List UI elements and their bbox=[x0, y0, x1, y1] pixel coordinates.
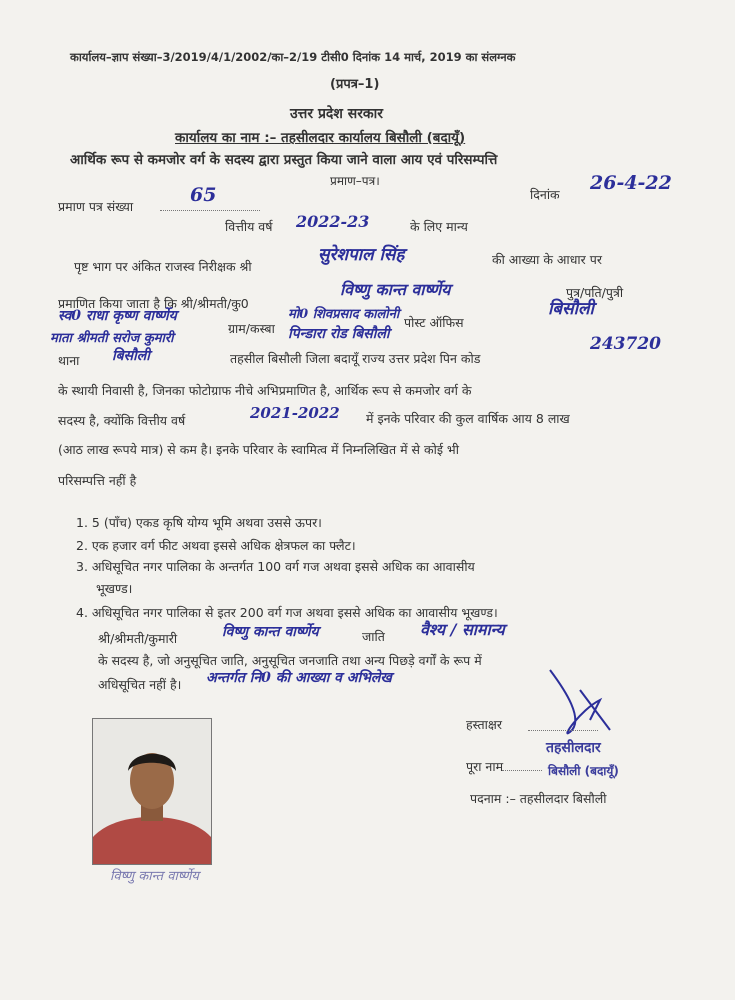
applicant-name: विष्णु कान्त वार्ष्णेय bbox=[340, 280, 451, 299]
para8: के सदस्य है, जो अनुसूचित जाति, अनुसूचित जनजाति तथा अन्य पिछड़े वर्गों के रूप में bbox=[98, 653, 482, 668]
asset-item-3: 3. अधिसूचित नगर पालिका के अन्तर्गत 100 वर्ग गज अथवा इससे अधिक का आवासीय bbox=[76, 559, 475, 574]
stamp-location: बिसौली (बदायूँ) bbox=[548, 764, 619, 778]
cert-number: 65 bbox=[190, 184, 217, 206]
office-name: कार्यालय का नाम :– तहसीलदार कार्यालय बिसौली (बदायूँ) bbox=[175, 130, 466, 146]
address-line: पिन्डारा रोड बिसौली bbox=[288, 326, 390, 342]
mother-name: माता श्रीमती सरोज कुमारी bbox=[50, 331, 174, 346]
form-number: (प्रपत्र–1) bbox=[330, 77, 380, 92]
post-label: पोस्ट ऑफिस bbox=[404, 315, 464, 330]
cert-number-line bbox=[160, 210, 260, 211]
father-name: स्व0 राधा कृष्ण वार्ष्णेय bbox=[58, 308, 177, 324]
thana-value: बिसौली bbox=[112, 348, 150, 364]
caste-person-name: विष्णु कान्त वार्ष्णेय bbox=[222, 624, 319, 640]
caste-label: जाति bbox=[362, 629, 385, 644]
date-value: 26-4-22 bbox=[590, 172, 672, 194]
asset-item-2: 2. एक हजार वर्ग फीट अथवा इससे अधिक क्षेत्रफल का फ्लैट। bbox=[76, 538, 356, 553]
para6: (आठ लाख रूपये मात्र) से कम है। इनके परिवार के स्वामित्व में निम्नलिखित में से कोई भी bbox=[58, 442, 459, 457]
para2-start: प्रमाणित किया जाता है कि श्री/श्रीमती/कु0 bbox=[58, 296, 249, 311]
para9-handwritten: अन्तर्गत नि0 की आख्या व अभिलेख bbox=[206, 670, 392, 686]
thana-label: थाना bbox=[58, 353, 80, 368]
stamp-title: तहसीलदार bbox=[546, 740, 601, 756]
para7: परिसम्पत्ति नहीं है bbox=[58, 473, 137, 488]
designation: पदनाम :– तहसीलदार बिसौली bbox=[470, 791, 607, 806]
caste-value: वैश्य / सामान्य bbox=[420, 620, 505, 639]
date-label: दिनांक bbox=[530, 187, 560, 202]
pin-code: 243720 bbox=[590, 334, 661, 354]
cert-number-label: प्रमाण पत्र संख्या bbox=[58, 199, 134, 214]
para1-start: पृष्ट भाग पर अंकित राजस्व निरीक्षक श्री bbox=[74, 259, 252, 274]
applicant-photo bbox=[92, 718, 212, 865]
post-value: बिसौली bbox=[548, 299, 594, 319]
para2-end: पुत्र/पति/पुत्री bbox=[566, 285, 624, 300]
para1-end: की आख्या के आधार पर bbox=[492, 252, 602, 267]
para4: के स्थायी निवासी है, जिनका फोटोग्राफ नीचे अभिप्रमाणित है, आर्थिक रूप से कमजोर वर्ग के bbox=[58, 383, 472, 398]
fy-value: 2022-23 bbox=[296, 212, 370, 231]
gram-value: मो0 शिवप्रसाद कालोनी bbox=[288, 307, 400, 322]
fy-label: वित्तीय वर्ष bbox=[225, 219, 273, 234]
certificate-title: आर्थिक रूप से कमजोर वर्ग के सदस्य द्वारा प्रस्तुत किया जाने वाला आय एवं परिसम्पत्ति bbox=[70, 152, 498, 168]
asset-item-4: 4. अधिसूचित नगर पालिका से इतर 200 वर्ग गज अथवा इससे अधिक का आवासीय भूखण्ड। bbox=[76, 605, 498, 620]
gram-label: ग्राम/कस्बा bbox=[228, 321, 275, 336]
fullname-label: पूरा नाम bbox=[466, 759, 504, 774]
asset-item-3-cont: भूखण्ड। bbox=[96, 581, 133, 596]
para5-end: में इनके परिवार की कुल वार्षिक आय 8 लाख bbox=[366, 411, 570, 426]
signature-label: हस्ताक्षर bbox=[466, 717, 502, 732]
fy-suffix: के लिए मान्य bbox=[410, 219, 468, 234]
government-title: उत्तर प्रदेश सरकार bbox=[290, 106, 384, 122]
signature-line bbox=[528, 730, 598, 731]
certificate-subtitle: प्रमाण–पत्र। bbox=[330, 174, 380, 188]
tehsil-text: तहसील बिसौली जिला बदायूँ राज्य उत्तर प्रदेश पिन कोड bbox=[230, 351, 481, 366]
para9: अधिसूचित नहीं है। bbox=[98, 677, 182, 692]
inspector-name: सुरेशपाल सिंह bbox=[318, 245, 405, 265]
photo-signature: विष्णु कान्त वार्ष्णेय bbox=[110, 869, 199, 884]
caste-prefix: श्री/श्रीमती/कुमारी bbox=[98, 631, 178, 646]
previous-fy: 2021-2022 bbox=[250, 404, 340, 422]
officer-signature bbox=[530, 660, 620, 740]
asset-item-1: 1. 5 (पाँच) एकड कृषि योग्य भूमि अथवा उससे ऊपर। bbox=[76, 515, 322, 530]
fullname-line bbox=[502, 770, 542, 771]
header-reference: कार्यालय–ज्ञाप संख्या–3/2019/4/1/2002/का–2/19 टीसी0 दिनांक 14 मार्च, 2019 का संलग्नक bbox=[70, 50, 516, 64]
para5-start: सदस्य है, क्योंकि वित्तीय वर्ष bbox=[58, 413, 186, 428]
